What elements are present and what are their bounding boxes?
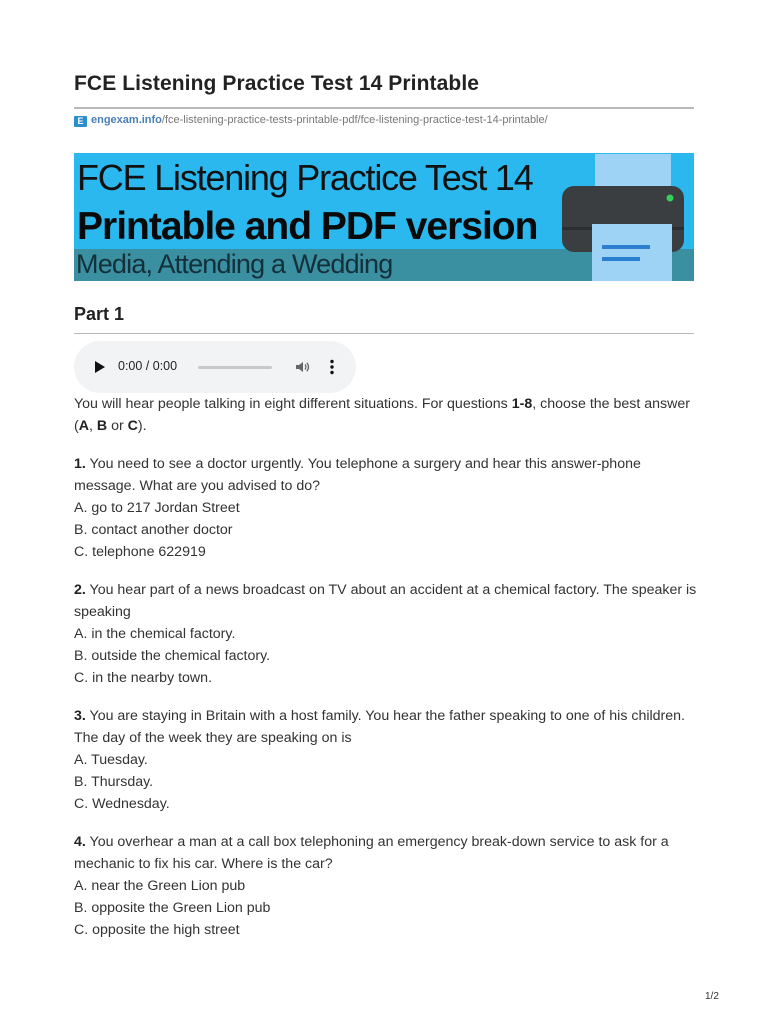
question-text: You overhear a man at a call box telephoning an emergency break-down service to ask for a mechanic to fix his car. Where is the car? [74, 834, 669, 872]
question-text: You are staying in Britain with a host family. You hear the father speaking to one of his children. The day of the week they are speaking on is [74, 708, 685, 746]
part-divider [74, 333, 694, 334]
source-path[interactable]: /fce-listening-practice-tests-printable-pdf/fce-listening-practice-test-14-printable/ [161, 114, 548, 126]
source-url[interactable] [74, 114, 548, 127]
question-number: 4. [74, 834, 86, 850]
site-logo-icon: E [74, 116, 87, 127]
question-number: 1. [74, 456, 86, 472]
audio-time: 0:00 / 0:00 [118, 359, 178, 373]
part-title: Part 1 [74, 304, 125, 324]
answer-option-b: B. contact another doctor [74, 522, 233, 538]
answer-option-a: A. near the Green Lion pub [74, 878, 246, 894]
question-number: 2. [74, 582, 86, 598]
page-number: 1/2 [705, 991, 719, 1002]
printer-icon [560, 153, 694, 281]
title-divider [74, 107, 694, 109]
source-domain[interactable]: engexam.info [91, 114, 162, 126]
question-text: You hear part of a news broadcast on TV about an accident at a chemical factory. The speaker is speaking [74, 582, 697, 620]
test-banner-image [74, 153, 694, 281]
volume-icon[interactable] [294, 359, 310, 375]
more-vertical-icon[interactable] [330, 359, 334, 375]
answer-option-a: A. in the chemical factory. [74, 626, 236, 642]
answer-option-a: A. Tuesday. [74, 752, 148, 768]
question-4 [74, 831, 698, 941]
answer-option-a: A. go to 217 Jordan Street [74, 500, 240, 516]
answer-option-b: B. outside the chemical factory. [74, 648, 271, 664]
play-icon[interactable] [95, 361, 105, 373]
answer-option-b: B. opposite the Green Lion pub [74, 900, 271, 916]
answer-option-b: B. Thursday. [74, 774, 154, 790]
question-3 [74, 705, 698, 815]
question-text: You need to see a doctor urgently. You telephone a surgery and hear this answer-phone message. What are you advised to do? [74, 456, 641, 494]
answer-option-c: C. opposite the high street [74, 922, 240, 938]
answer-option-c: C. in the nearby town. [74, 670, 213, 686]
answer-option-c: C. Wednesday. [74, 796, 170, 812]
question-number: 3. [74, 708, 86, 724]
test-content [74, 393, 698, 957]
audio-player[interactable] [74, 341, 356, 393]
question-2 [74, 579, 698, 689]
banner-line-3: Media, Attending a Wedding [76, 249, 393, 279]
audio-progress-slider[interactable] [198, 366, 272, 369]
banner-line-1: FCE Listening Practice Test 14 [77, 157, 533, 198]
answer-option-c: C. telephone 622919 [74, 544, 206, 560]
banner-line-2: Printable and PDF version [77, 205, 538, 248]
page-title: FCE Listening Practice Test 14 Printable [74, 72, 480, 95]
instructions: You will hear people talking in eight different situations. For questions 1-8, choose the best answer (A, B or C). [74, 396, 690, 434]
question-1 [74, 453, 698, 563]
